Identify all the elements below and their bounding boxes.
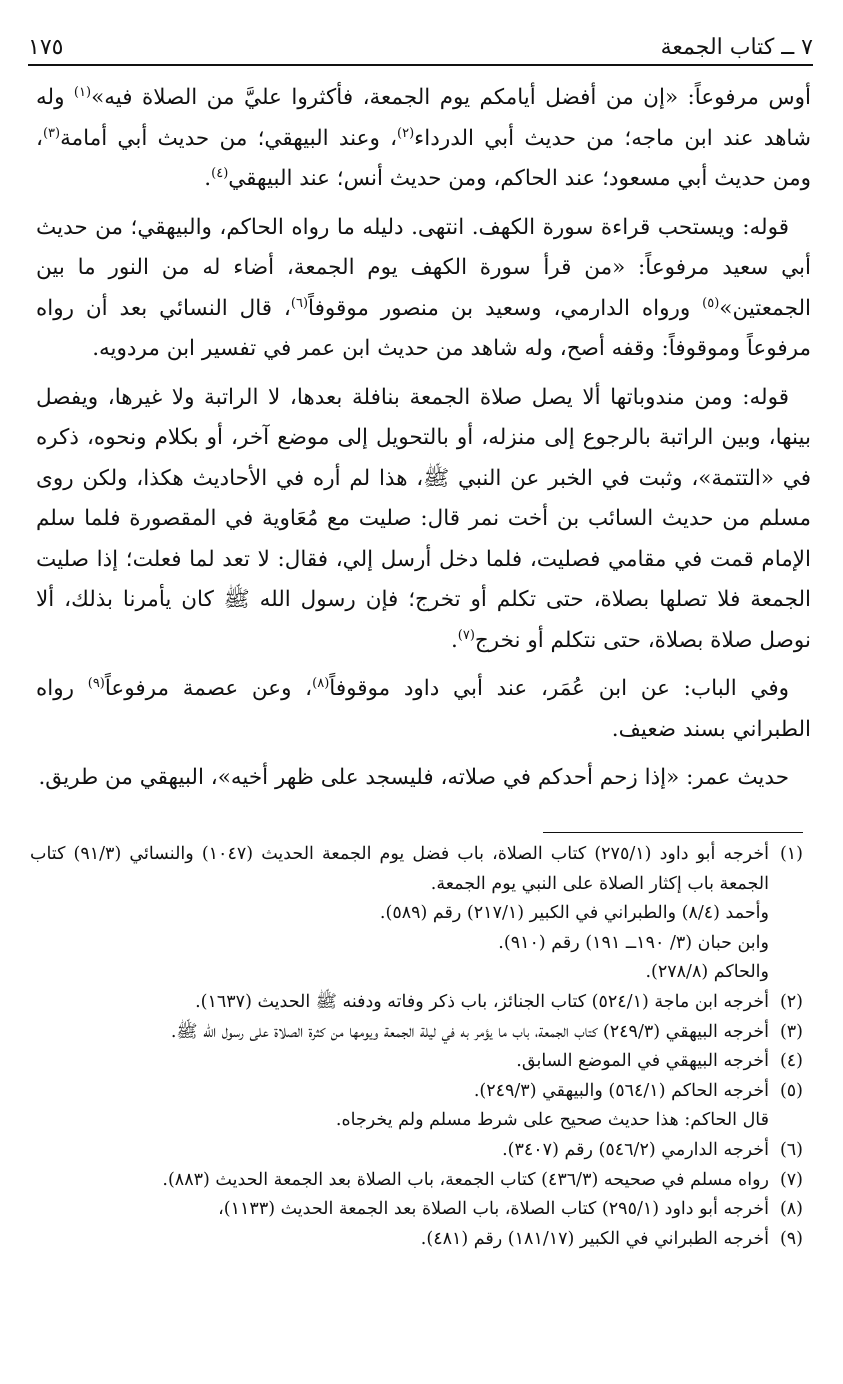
footnote-number: (٩) [779,1228,803,1249]
text-run: . [204,166,212,191]
footnote [30,1077,803,1107]
paragraph-5 [36,758,811,799]
text-run: قوله: ومن مندوباتها ألا يصل صلاة الجمعة بنافلة بعدها، لا الراتبة ولا غيرها، ويفصل بينها، وبين الراتبة بالرجوع إلى منزله، أو بالتحويل إلى موضع آخر، أو بكلام ونحوه، ذكره في «التتمة»، وثبت في الخبر عن النبي ﷺ، هذا لم أره في الأحاديث هكذا، ولكن روى مسلم من حديث السائب بن أخت نمر قال: صليت مع مُعَاوية في المقصورة فلما سلم الإمام قمت في مقامي فصليت، فلما دخل أرسل إلي، فقال: لا تعد لما فعلت؛ إذا صليت الجمعة فلا تصلها بصلاة، حتى تكلم أو تخرج؛ فإن رسول الله ﷺ كان يأمرنا بذلك، ألا نوصل صلاة بصلاة، حتى نتكلم أو نخرج [36,384,811,653]
text-run: أوس مرفوعاً: «إن من أفضل أيامكم يوم الجمعة، فأكثروا عليَّ من الصلاة فيه» [91,85,812,110]
footnote-number: (٨) [779,1199,803,1220]
footnote [30,840,803,899]
footnote-number: (٥) [779,1080,803,1101]
footnote-ref[interactable]: (٥) [702,295,720,311]
footnote-text: والحاكم (٢٧٨/٨). [645,962,769,983]
text-run: ، قال النسائي بعد أن رواه مرفوعاً وموقوفاً: وقفه أصح، وله شاهد من حديث ابن عمر في تفسير ابن مردويه. [36,295,811,361]
footnote-text: وأحمد (٨/٤) والطبراني في الكبير (٢١٧/١) رقم (٥٨٩). [379,903,769,924]
footnote-text: أخرجه الدارمي (٥٤٦/٢) رقم (٣٤٠٧). [502,1139,769,1160]
footnote-ref[interactable]: (٣) [42,125,61,141]
page-number: ١٧٥ [28,35,64,60]
footnote-text: أخرجه الطبراني في الكبير (١٨١/١٧) رقم (٤٨١). [420,1228,769,1249]
footnote-text: أخرجه ابن ماجة (٥٢٤/١) كتاب الجنائز، باب ذكر وفاته ودفنه ﷺ الحديث (١٦٣٧). [195,991,769,1012]
footnote-text: وابن حبان (٣/ ١٩٠ــ ١٩١) رقم (٩١٠). [498,932,769,953]
text-run: ورواه الدارمي، وسعيد بن منصور موقوفاً [308,295,703,321]
running-header [28,30,813,66]
footnote-ref[interactable]: (٢) [397,125,415,141]
footnote-continuation [30,958,803,988]
footnote-number: (٣) [779,1021,803,1042]
footnote [30,1018,803,1048]
footnote-separator [543,832,803,833]
text-run: قوله: ويستحب قراءة سورة الكهف. انتهى. دليله ما رواه الحاكم، والبيهقي؛ من حديث أبي سعيد مرفوعاً: «من قرأ سورة الكهف يوم الجمعة، أضاء له من النور ما بين الجمعتين» [36,214,811,321]
footnote-ref[interactable]: (٨) [312,675,330,691]
footnote-text: قال الحاكم: هذا حديث صحيح على شرط مسلم ولم يخرجاه. [335,1110,769,1131]
footnote-continuation [30,929,803,959]
chapter-title: ٧ ــ كتاب الجمعة [660,35,813,60]
footnote-number: (١) [779,844,803,864]
text-run: وفي الباب: عن ابن عُمَر، عند أبي داود موقوفاً [329,676,790,701]
footnote-number: (٤) [779,1051,803,1072]
text-run: وله شاهد عند ابن ماجه؛ من حديث أبي الدرداء [36,85,811,151]
text-run: ، وعند البيهقي؛ من حديث أبي أمامة [60,125,398,151]
text-run: ، ومن حديث أبي مسعود؛ عند الحاكم، ومن حديث أنس؛ عند البيهقي [36,125,811,191]
footnote-number: (٦) [779,1139,803,1160]
footnote-text: أخرجه الحاكم (٥٦٤/١) والبيهقي (٢٤٩/٣). [473,1080,769,1101]
footnote-continuation [30,899,803,929]
paragraph-3 [36,378,811,662]
footnote [30,988,803,1018]
footnote-text: أخرجه أبو داود (٢٩٥/١) كتاب الصلاة، باب الصلاة بعد الجمعة الحديث (١١٣٣)، [218,1199,769,1220]
footnote-number: (٢) [779,991,803,1012]
footnote-continuation [30,1106,803,1136]
text-run: ، وعن عصمة مرفوعاً [104,676,313,701]
footnote [30,1047,803,1077]
footnote [30,1225,803,1255]
text-run: رواه الطبراني بسند ضعيف. [36,676,811,742]
footnote-text: رواه مسلم في صحيحه (٤٣٦/٣) كتاب الجمعة، باب الصلاة بعد الجمعة الحديث (٨٨٣). [162,1169,769,1190]
footnote-ref[interactable]: (٦) [290,295,309,311]
footnote-ref[interactable]: (٤) [211,165,229,181]
footnote-ref[interactable]: (١) [73,84,92,100]
text-run: . [450,627,458,653]
paragraph-1 [36,78,811,200]
footnote-text: أخرجه البيهقي في الموضع السابق. [516,1051,769,1072]
footnote-ref[interactable]: (٩) [87,675,105,691]
footnote [30,1136,803,1166]
main-text [36,78,811,807]
text-run: حديث عمر: «إذا زحم أحدكم في صلاته، فليسجد على ظهر أخيه»، البيهقي من طريق. [38,765,789,790]
footnote-text: أخرجه أبو داود (٢٧٥/١) كتاب الصلاة، باب فضل يوم الجمعة الحديث (١٠٤٧) والنسائي (٩١/٣) كتاب الجمعة باب إكثار الصلاة على النبي يوم الجمعة. [30,844,769,894]
paragraph-2 [36,208,811,370]
footnote [30,1195,803,1225]
paragraph-4 [36,669,811,750]
footnote-number: (٧) [779,1169,803,1190]
footnote [30,1166,803,1196]
footnote-ref[interactable]: (٧) [457,627,475,643]
footnote-text: أخرجه البيهقي (٢٤٩/٣) كتاب الجمعة، باب ما يؤمر به في ليلة الجمعة ويومها من كثرة الصلاة على رسول الله ﷺ. [170,1021,769,1042]
footnotes [30,840,803,1254]
